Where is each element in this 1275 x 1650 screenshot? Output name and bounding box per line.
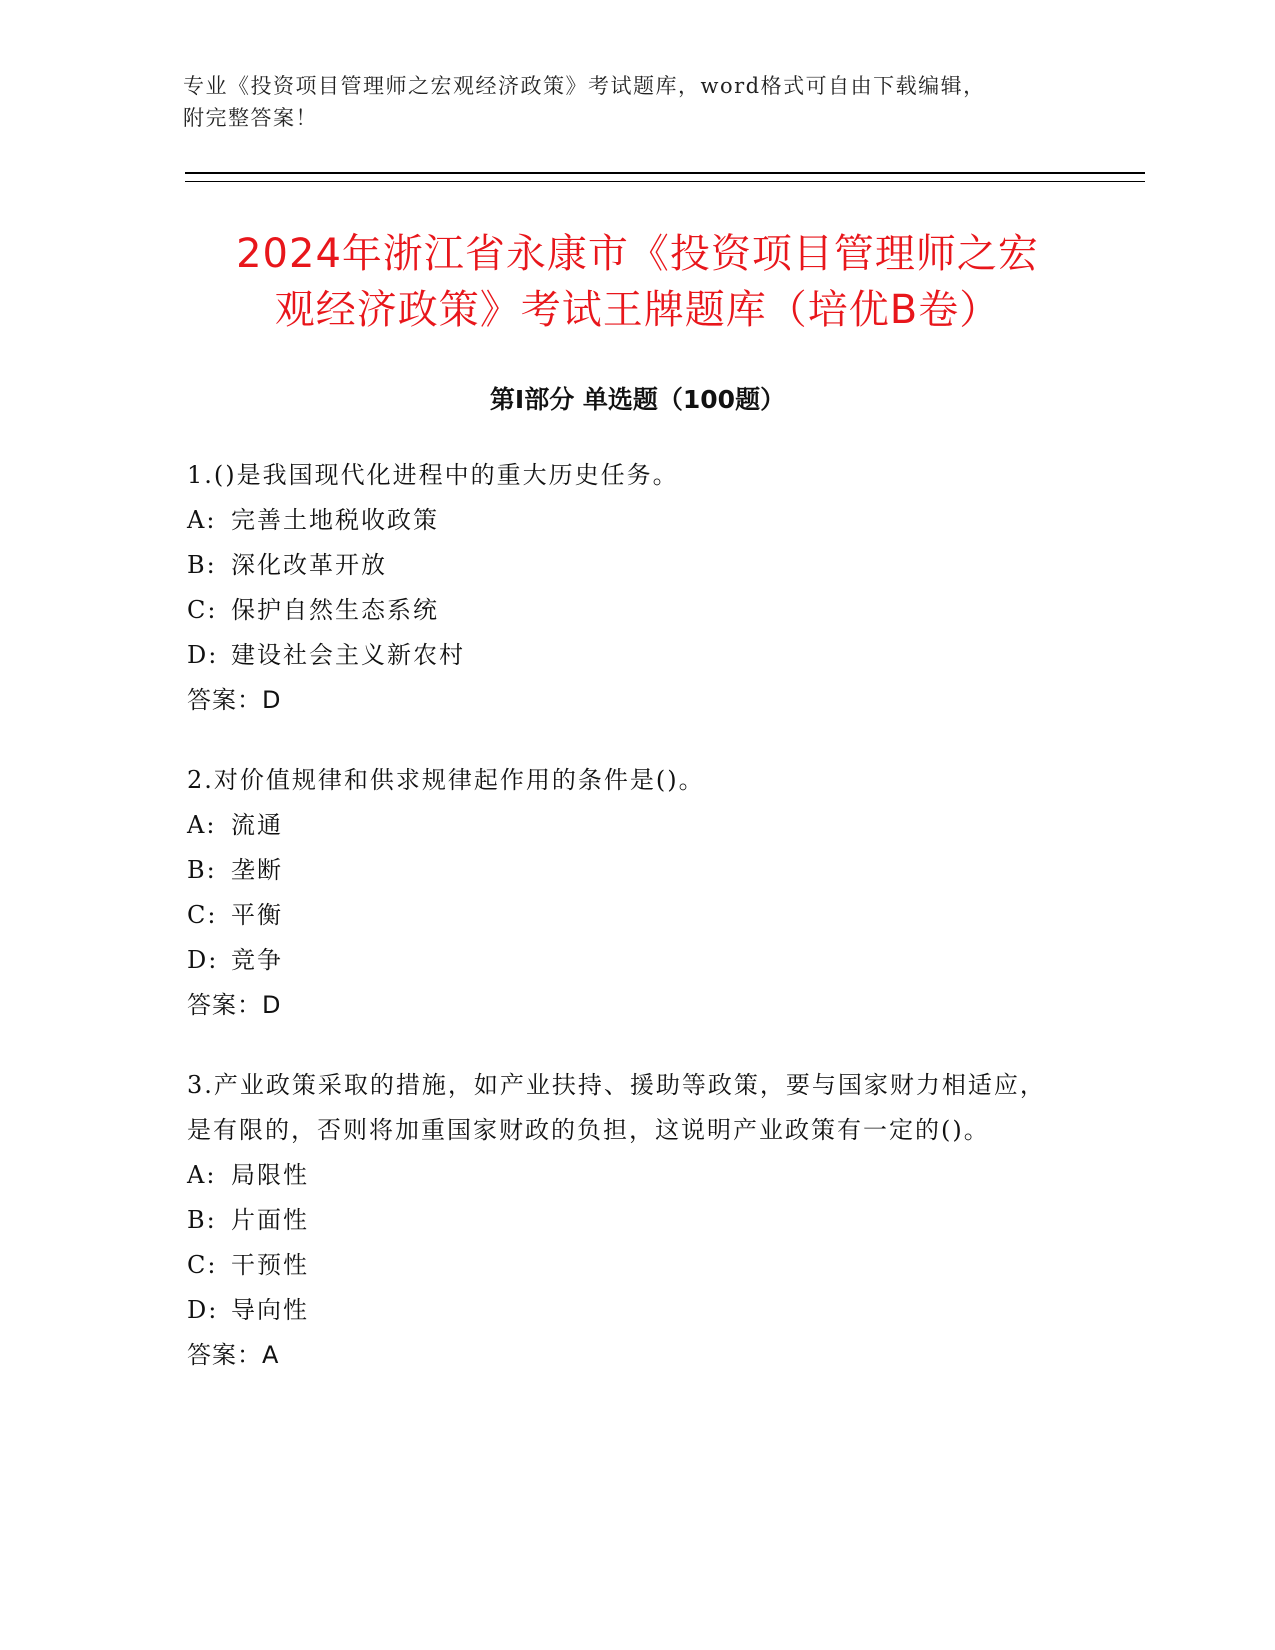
option-b: [187, 543, 1067, 588]
option-b: [187, 848, 1067, 893]
document-title-line: 2024年浙江省永康市《投资项目管理师之宏: [236, 231, 1039, 277]
option-text: 建设社会主义新农村: [231, 641, 465, 669]
question-2: [187, 758, 1067, 1028]
option-c: [187, 893, 1067, 938]
option-text: 干预性: [231, 1251, 309, 1279]
question-stem: 2.对价值规律和供求规律起作用的条件是()。: [187, 766, 705, 794]
option-text: 深化改革开放: [231, 551, 387, 579]
document-title: [185, 226, 1090, 338]
option-text: 导向性: [231, 1296, 309, 1324]
option-d: [187, 1288, 1067, 1333]
option-a: [187, 498, 1067, 543]
question-stem: 3.产业政策采取的措施，如产业扶持、援助等政策，要与国家财力相适应，是有限的，否则将加重国家财政的负担，这说明产业政策有一定的()。: [187, 1071, 1046, 1144]
header-note: [183, 70, 1083, 134]
option-text: 保护自然生态系统: [231, 596, 439, 624]
option-text: 垄断: [231, 856, 283, 884]
document-title-line: 观经济政策》考试王牌题库（培优B卷）: [274, 287, 1001, 333]
option-key: D:: [187, 946, 219, 974]
option-key: A:: [187, 506, 217, 534]
header-divider-thick: [185, 172, 1145, 174]
option-text: 竞争: [231, 946, 283, 974]
option-c: [187, 1243, 1067, 1288]
option-key: A:: [187, 811, 217, 839]
answer: 答案：D: [187, 686, 282, 714]
answer: 答案：D: [187, 991, 282, 1019]
option-c: [187, 588, 1067, 633]
option-key: D:: [187, 1296, 219, 1324]
option-text: 完善土地税收政策: [231, 506, 439, 534]
option-key: C:: [187, 596, 218, 624]
option-text: 流通: [231, 811, 283, 839]
option-text: 局限性: [231, 1161, 309, 1189]
option-text: 平衡: [231, 901, 283, 929]
option-b: [187, 1198, 1067, 1243]
option-key: C:: [187, 1251, 218, 1279]
option-key: B:: [187, 1206, 217, 1234]
option-d: [187, 938, 1067, 983]
option-key: D:: [187, 641, 219, 669]
option-text: 片面性: [231, 1206, 309, 1234]
question-stem: 1.()是我国现代化进程中的重大历史任务。: [187, 461, 679, 489]
header-divider-thin: [185, 181, 1145, 182]
option-key: C:: [187, 901, 218, 929]
header-note-line: 专业《投资项目管理师之宏观经济政策》考试题库，word格式可自由下载编辑，: [183, 74, 986, 98]
option-key: A:: [187, 1161, 217, 1189]
header-note-line: 附完整答案！: [183, 106, 318, 130]
answer: 答案：A: [187, 1341, 280, 1369]
option-key: B:: [187, 551, 217, 579]
option-d: [187, 633, 1067, 678]
section-heading: 第Ⅰ部分 单选题（100题）: [489, 385, 786, 414]
option-key: B:: [187, 856, 217, 884]
question-3: [187, 1063, 1067, 1378]
option-a: [187, 1153, 1067, 1198]
question-1: [187, 453, 1067, 723]
option-a: [187, 803, 1067, 848]
